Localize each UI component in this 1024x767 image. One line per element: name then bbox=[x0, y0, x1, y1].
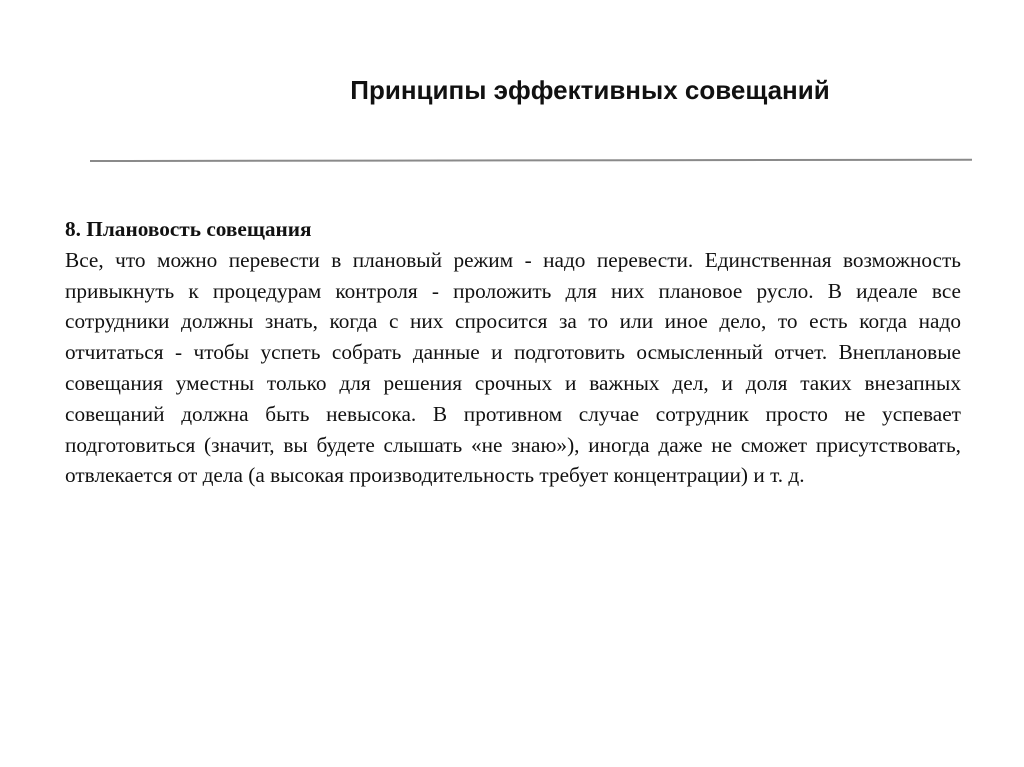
title-divider bbox=[90, 159, 972, 162]
slide-title: Принципы эффективных совещаний bbox=[350, 75, 830, 105]
section-heading: 8. Плановость совещания bbox=[65, 217, 312, 241]
slide-content bbox=[65, 214, 961, 491]
section-body: Все, что можно перевести в плановый режим - надо перевести. Единственная возможность привыкнуть к процедурам контроля - проложить для них плановое русло. В идеале все сотрудники должны знать, когда с них спросится за то или иное дело, то есть когда надо отчитаться - чтобы успеть собрать данные и подготовить осмысленный отчет. Внеплановые совещания уместны только для решения срочных и важных дел, и доля таких внезапных совещаний должна быть невысока. В противном случае сотрудник просто не успевает подготовиться (значит, вы будете слышать «не знаю»), иногда даже не сможет присутствовать, отвлекается от дела (а высокая производительность требует концентрации) и т. д. bbox=[65, 247, 961, 488]
